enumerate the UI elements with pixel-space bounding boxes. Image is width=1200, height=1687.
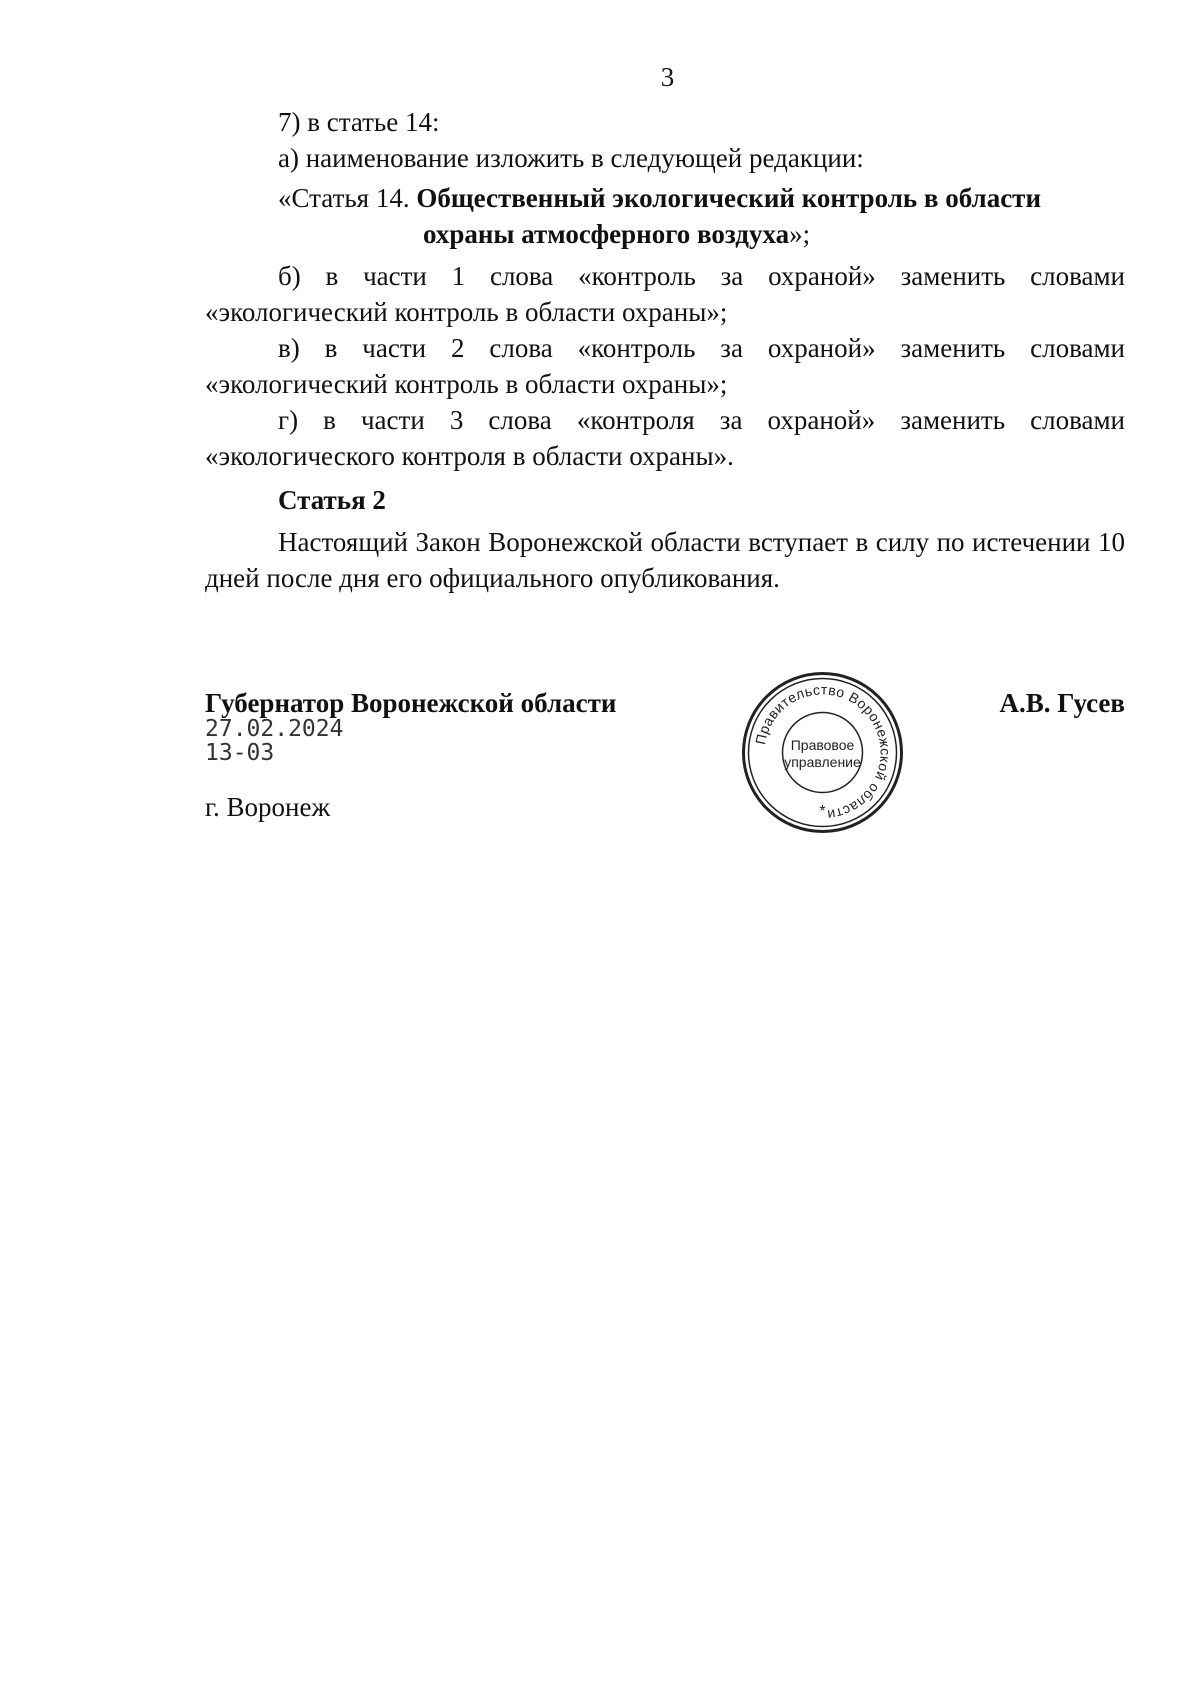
seal-center-line2: управление (784, 754, 861, 770)
registration-number: 13-03 (205, 740, 275, 766)
signatory-name: А.В. Гусев (999, 688, 1125, 718)
page-number: 3 (660, 62, 675, 92)
seal-center-line1: Правовое (790, 737, 855, 753)
new-article-title (205, 180, 1125, 252)
registration-date: 27.02.2024 (205, 716, 344, 742)
signature-block (205, 687, 1125, 847)
article-title-bold-line2: охраны атмосферного воздуха (423, 219, 790, 249)
seal-star: * (819, 803, 826, 820)
amendment-subitem-a: а) наименование изложить в следующей редакции: (278, 143, 864, 173)
article-title-line2 (278, 216, 1125, 252)
official-seal (740, 670, 905, 835)
amendment-subitem-v: в) в части 2 слова «контроль за охраной» заменить словами «экологический контроль в области охраны»; (205, 333, 1125, 399)
amendment-item-7: 7) в статье 14: (278, 107, 440, 137)
article-title-suffix: »; (789, 219, 811, 249)
city: г. Воронеж (205, 792, 331, 822)
article-2-heading: Статья 2 (278, 485, 386, 515)
seal-icon (740, 670, 905, 835)
amendment-subitem-b: б) в части 1 слова «контроль за охраной» заменить словами «экологический контроль в области охраны»; (205, 261, 1125, 327)
article-2-text: Настоящий Закон Воронежской области вступает в силу по истечении 10 дней после дня его официального опубликования. (205, 527, 1125, 593)
document-body (205, 104, 1125, 596)
article-title-prefix: «Статья 14. (278, 183, 417, 213)
seal-ring-text: Правительство Воронежской области (752, 681, 894, 824)
amendment-subitem-g: г) в части 3 слова «контроля за охраной» заменить словами «экологического контроля в области охраны». (205, 405, 1125, 471)
article-title-bold-line1: Общественный экологический контроль в области (416, 183, 1041, 213)
registration-stamp (205, 717, 343, 765)
signatory-title: Губернатор Воронежской области (205, 688, 617, 718)
